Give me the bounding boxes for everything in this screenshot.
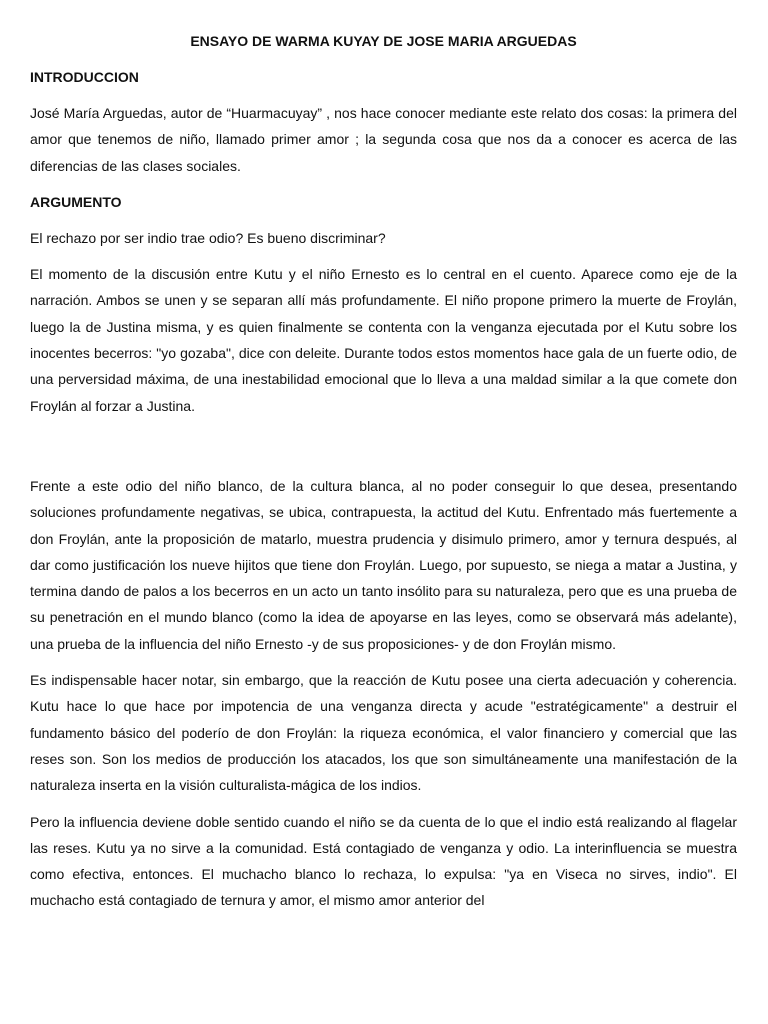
document-page <box>30 28 737 924</box>
document-title: ENSAYO DE WARMA KUYAY DE JOSE MARIA ARGUEDAS <box>190 33 577 49</box>
paragraph-gap <box>30 429 737 473</box>
section-heading-introduccion: INTRODUCCION <box>30 69 139 85</box>
argument-question: El rechazo por ser indio trae odio? Es bueno discriminar? <box>30 229 386 246</box>
intro-paragraph: José María Arguedas, autor de “Huarmacuyay” , nos hace conocer mediante este relato dos cosas: la primera del amor que tenemos de niño, llamado primer amor ; la segunda cosa que nos da a conocer es acerca de las diferencias de las clases sociales. <box>30 105 737 174</box>
argument-paragraph-2: Frente a este odio del niño blanco, de la cultura blanca, al no poder conseguir lo que desea, presentando soluciones profundamente negativas, se ubica, contrapuesta, la actitud del Kutu. Enfrentado más fuertemente a don Froylán, ante la proposición de matarlo, muestra prudencia y disimulo primero, amor y ternura después, al dar como justificación los nueve hijitos que tiene don Froylán. Luego, por supuesto, se niega a matar a Justina, y termina dando de palos a los becerros en un acto un tanto insólito para su naturaleza, pero que es una prueba de su penetración en el mundo blanco (como la idea de apoyarse en las leyes, como se observará más adelante), una prueba de la influencia del niño Ernesto -y de sus proposiciones- y de don Froylán mismo. <box>30 477 737 652</box>
argument-paragraph-3: Es indispensable hacer notar, sin embargo, que la reacción de Kutu posee una cierta adecuación y coherencia. Kutu hace lo que hace por impotencia de una venganza directa y acude "estratégicamente" a destruir el fundamento básico del poderío de don Froylán: la riqueza económica, el valor financiero y comercial que las reses son. Son los medios de producción los atacados, los que son simultáneamente una manifestación de la naturaleza inserta en la visión culturalista-mágica de los indios. <box>30 672 737 794</box>
section-heading-argumento: ARGUMENTO <box>30 193 122 210</box>
argument-paragraph-4: Pero la influencia deviene doble sentido cuando el niño se da cuenta de lo que el indio está realizando al flagelar las reses. Kutu ya no sirve a la comunidad. Está contagiado de venganza y odio. La interinfluencia se muestra como efectiva, entonces. El muchacho blanco lo rechaza, lo expulsa: "ya en Viseca no sirves, indio". El muchacho está contagiado de ternura y amor, el mismo amor anterior del <box>30 813 737 909</box>
argument-paragraph-1: El momento de la discusión entre Kutu y el niño Ernesto es lo central en el cuento. Aparece como eje de la narración. Ambos se unen y se separan allí más profundamente. El niño propone primero la muerte de Froylán, luego la de Justina misma, y es quien finalmente se contenta con la venganza ejecutada por el Kutu sobre los inocentes becerros: "yo gozaba", dice con deleite. Durante todos estos momentos hace gala de un fuerte odio, de una perversidad máxima, de una inestabilidad emocional que lo lleva a una maldad similar a la que comete don Froylán al forzar a Justina. <box>30 266 737 414</box>
